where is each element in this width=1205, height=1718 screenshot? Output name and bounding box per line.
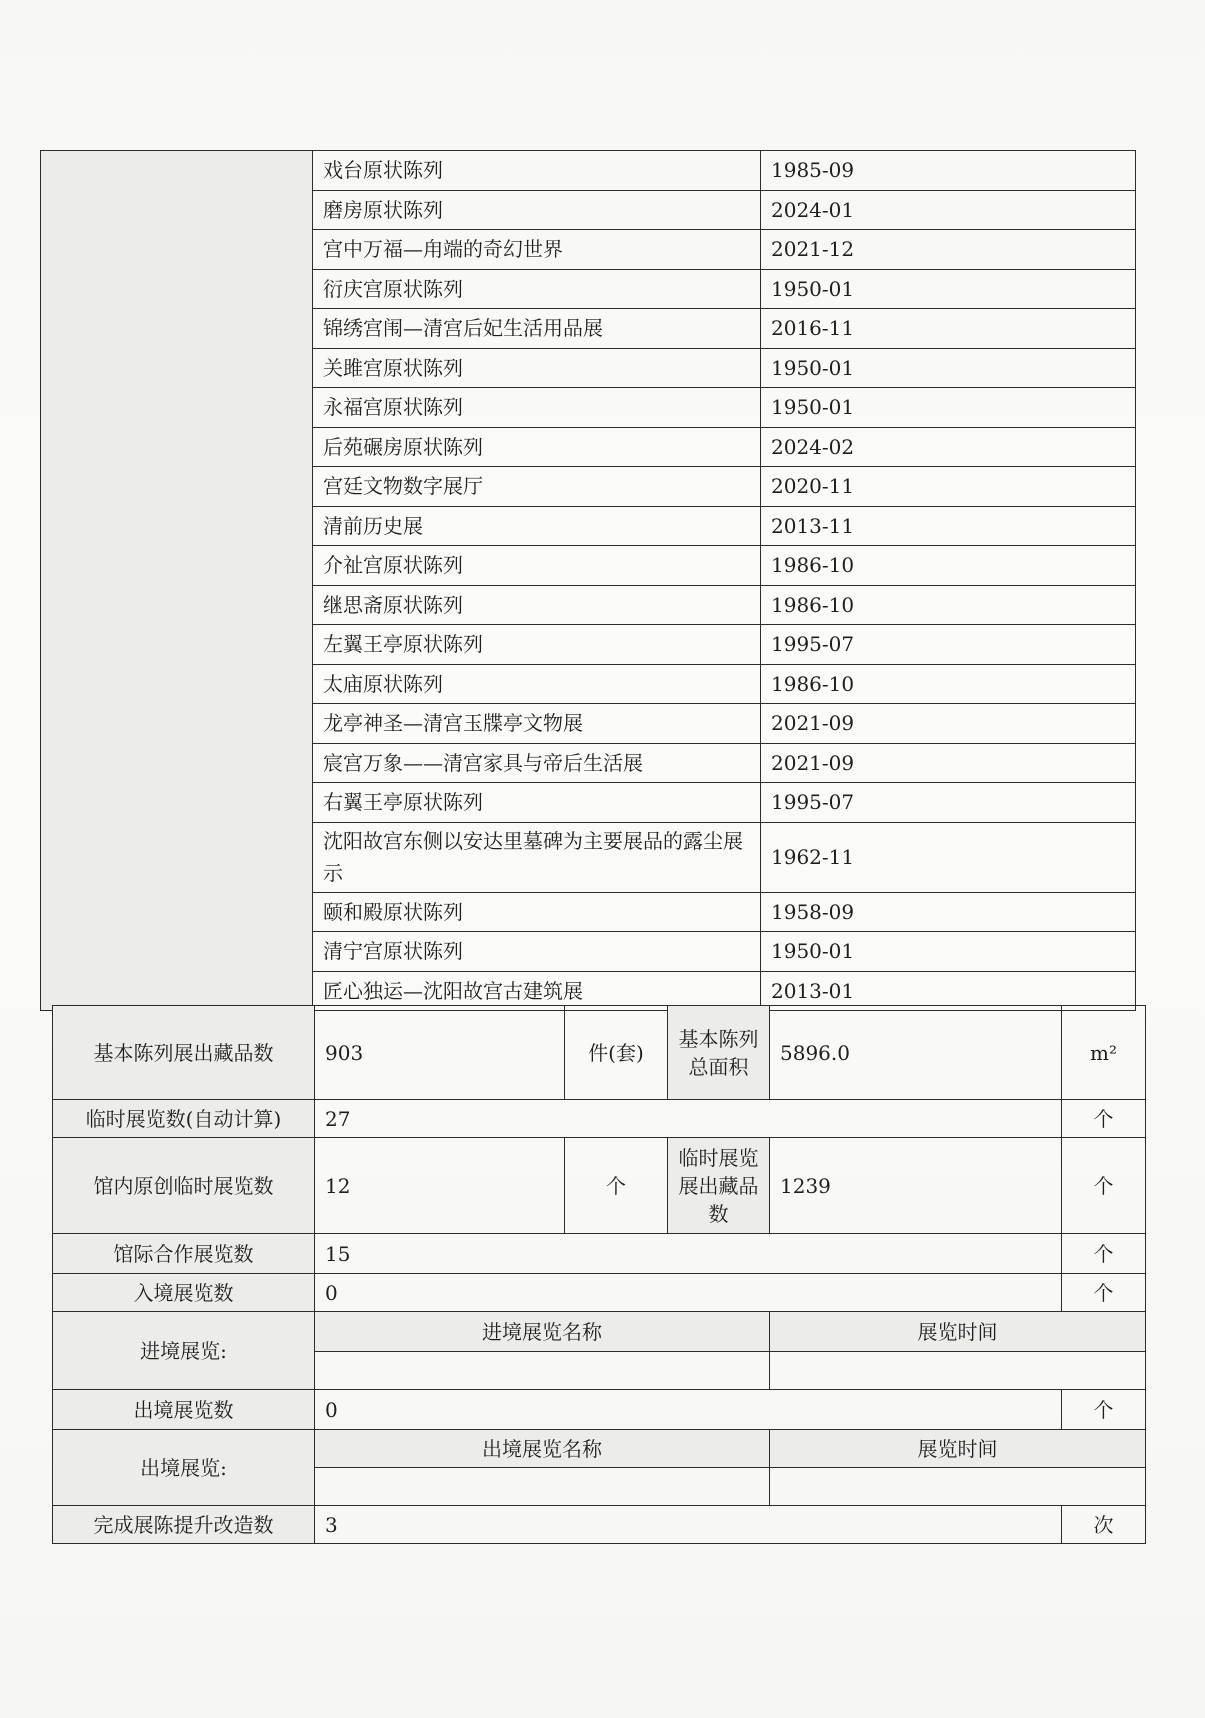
coop-value: 15	[315, 1234, 1062, 1274]
exhibition-date: 1995-07	[761, 783, 1136, 823]
basic-items-value: 903	[315, 1006, 565, 1100]
exhibition-date: 1986-10	[761, 664, 1136, 704]
outbound-count-unit: 个	[1062, 1390, 1146, 1430]
statistics-table	[52, 1005, 1146, 1544]
temp-original-value: 12	[315, 1138, 565, 1234]
exhibition-date: 1962-11	[761, 822, 1136, 892]
inbound-count-value: 0	[315, 1274, 1062, 1312]
basic-area-unit: m²	[1062, 1006, 1146, 1100]
exhibition-date: 2021-12	[761, 230, 1136, 270]
coop-row	[53, 1234, 1146, 1274]
exhibition-name: 太庙原状陈列	[313, 664, 761, 704]
temp-original-label: 馆内原创临时展览数	[53, 1138, 315, 1234]
outbound-col-time: 展览时间	[770, 1430, 1146, 1468]
exhibition-name: 匠心独运—沈阳故宫古建筑展	[313, 971, 761, 1011]
exhibition-date: 1950-01	[761, 348, 1136, 388]
exhibition-date: 2024-01	[761, 190, 1136, 230]
temp-total-value: 27	[315, 1100, 1062, 1138]
temp-items-value: 1239	[770, 1138, 1062, 1234]
exhibition-name: 龙亭神圣—清宫玉牒亭文物展	[313, 704, 761, 744]
exhibition-name: 关雎宫原状陈列	[313, 348, 761, 388]
exhibition-name: 衍庆宫原状陈列	[313, 269, 761, 309]
exhibition-name: 宫廷文物数字展厅	[313, 467, 761, 507]
exhibition-date: 2021-09	[761, 704, 1136, 744]
basic-items-label: 基本陈列展出藏品数	[53, 1006, 315, 1100]
outbound-label: 出境展览:	[53, 1430, 315, 1506]
exhibition-name: 永福宫原状陈列	[313, 388, 761, 428]
basic-area-label: 基本陈列总面积	[668, 1006, 770, 1100]
outbound-time-cell	[770, 1468, 1146, 1506]
temp-original-unit: 个	[565, 1138, 668, 1234]
upgrade-label: 完成展陈提升改造数	[53, 1506, 315, 1544]
upgrade-row	[53, 1506, 1146, 1544]
temp-items-label: 临时展览展出藏品数	[668, 1138, 770, 1234]
exhibition-date: 1950-01	[761, 269, 1136, 309]
exhibition-date: 1986-10	[761, 546, 1136, 586]
coop-label: 馆际合作展览数	[53, 1234, 315, 1274]
upgrade-unit: 次	[1062, 1506, 1146, 1544]
inbound-name-cell	[315, 1352, 770, 1390]
inbound-count-row	[53, 1274, 1146, 1312]
exhibition-date: 2021-09	[761, 743, 1136, 783]
inbound-count-label: 入境展览数	[53, 1274, 315, 1312]
inbound-col-time: 展览时间	[770, 1312, 1146, 1352]
exhibition-name: 左翼王亭原状陈列	[313, 625, 761, 665]
exhibition-name: 介祉宫原状陈列	[313, 546, 761, 586]
exhibition-name: 右翼王亭原状陈列	[313, 783, 761, 823]
exhibition-date: 1985-09	[761, 151, 1136, 191]
exhibition-name: 清前历史展	[313, 506, 761, 546]
temp-original-row	[53, 1138, 1146, 1234]
exhibition-date: 1950-01	[761, 388, 1136, 428]
exhibition-date: 2013-01	[761, 971, 1136, 1011]
exhibition-date: 1995-07	[761, 625, 1136, 665]
temp-total-row	[53, 1100, 1146, 1138]
outbound-header-row	[53, 1430, 1146, 1468]
exhibition-list-table	[40, 150, 1136, 1011]
inbound-header-row	[53, 1312, 1146, 1352]
exhibition-date: 1958-09	[761, 892, 1136, 932]
inbound-col-name: 进境展览名称	[315, 1312, 770, 1352]
exhibition-name: 沈阳故宫东侧以安达里墓碑为主要展品的露尘展示	[313, 822, 761, 892]
exhibition-date: 2016-11	[761, 309, 1136, 349]
exhibition-name: 继思斋原状陈列	[313, 585, 761, 625]
exhibition-name: 清宁宫原状陈列	[313, 932, 761, 972]
exhibition-name: 宸宫万象——清宫家具与帝后生活展	[313, 743, 761, 783]
exhibition-date: 2013-11	[761, 506, 1136, 546]
outbound-col-name: 出境展览名称	[315, 1430, 770, 1468]
basic-area-value: 5896.0	[770, 1006, 1062, 1100]
inbound-count-unit: 个	[1062, 1274, 1146, 1312]
exhibition-row	[41, 151, 1136, 191]
exhibition-date: 1986-10	[761, 585, 1136, 625]
coop-unit: 个	[1062, 1234, 1146, 1274]
temp-items-unit: 个	[1062, 1138, 1146, 1234]
temp-total-label: 临时展览数(自动计算)	[53, 1100, 315, 1138]
inbound-time-cell	[770, 1352, 1146, 1390]
inbound-label: 进境展览:	[53, 1312, 315, 1390]
outbound-count-row	[53, 1390, 1146, 1430]
exhibition-name: 宫中万福—甪端的奇幻世界	[313, 230, 761, 270]
exhibition-date: 2020-11	[761, 467, 1136, 507]
outbound-count-value: 0	[315, 1390, 1062, 1430]
basic-items-unit: 件(套)	[565, 1006, 668, 1100]
exhibition-name: 锦绣宫闱—清宫后妃生活用品展	[313, 309, 761, 349]
basic-items-row	[53, 1006, 1146, 1100]
exhibition-name: 颐和殿原状陈列	[313, 892, 761, 932]
exhibition-side-cell	[41, 151, 313, 1011]
outbound-name-cell	[315, 1468, 770, 1506]
temp-total-unit: 个	[1062, 1100, 1146, 1138]
upgrade-value: 3	[315, 1506, 1062, 1544]
exhibition-date: 2024-02	[761, 427, 1136, 467]
exhibition-name: 戏台原状陈列	[313, 151, 761, 191]
exhibition-date: 1950-01	[761, 932, 1136, 972]
exhibition-name: 后苑碾房原状陈列	[313, 427, 761, 467]
exhibition-name: 磨房原状陈列	[313, 190, 761, 230]
outbound-count-label: 出境展览数	[53, 1390, 315, 1430]
